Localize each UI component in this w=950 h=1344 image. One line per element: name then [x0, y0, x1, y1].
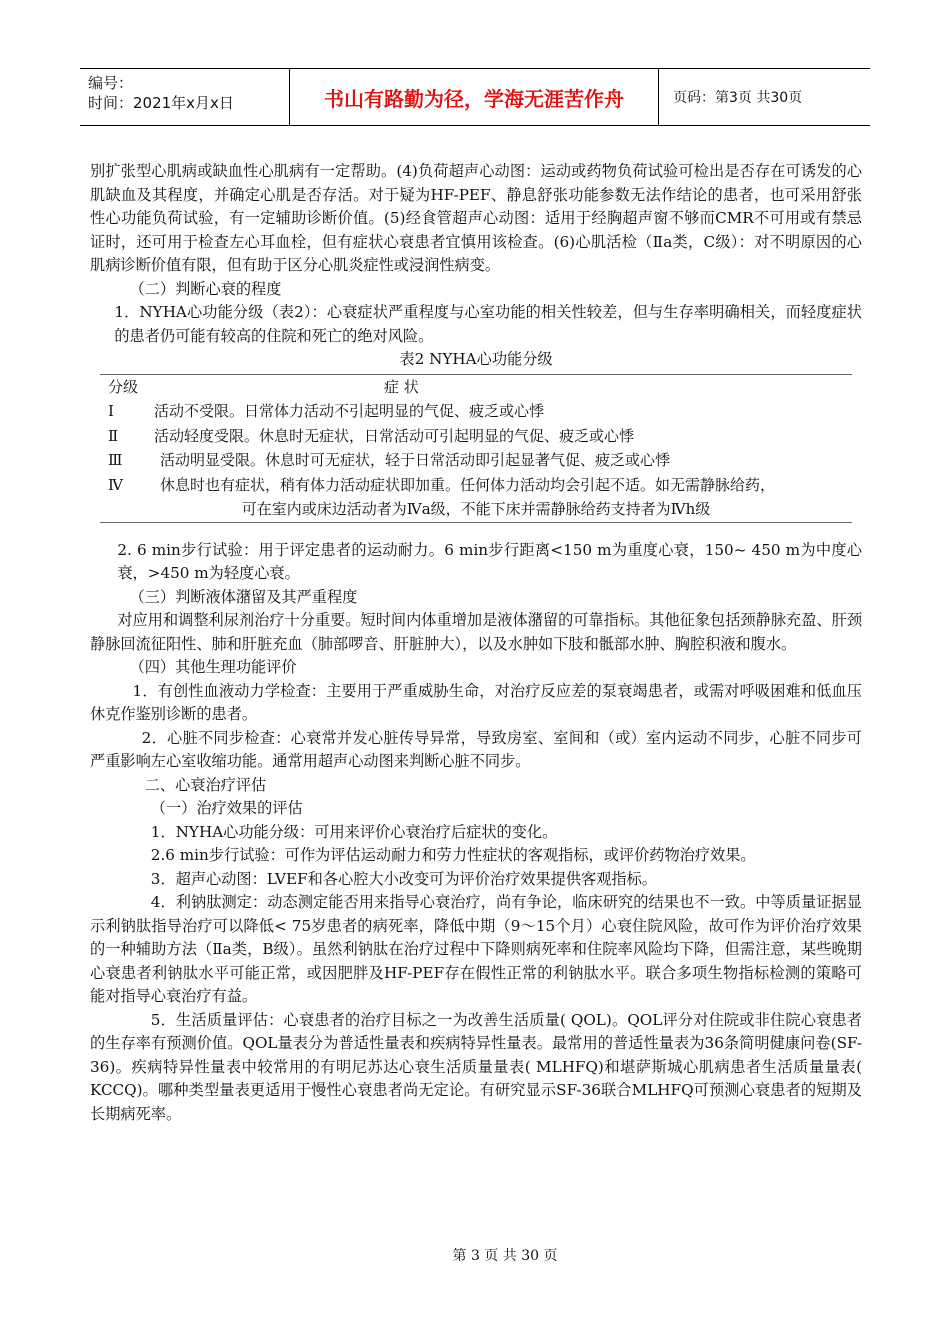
symptom-cell: 休息时也有症状，稍有体力活动症状即加重。任何体力活动均会引起不适。如无需静脉给药， — [160, 475, 776, 494]
paragraph: 2.6 min步行试验：可作为评估运动耐力和劳力性症状的客观指标，或评价药物治疗效果。 — [150, 846, 756, 864]
col-header-grade: 分级 — [100, 374, 154, 399]
section-heading: （三）判断液体潴留及其严重程度 — [129, 587, 358, 606]
table-row — [100, 473, 852, 498]
table-header-row — [100, 374, 852, 399]
header-page-info: 页码：第3页 共30页 — [673, 90, 803, 106]
grade-cell: Ⅲ — [108, 451, 123, 469]
paragraph: 1．有创性血液动力学检查：主要用于严重威胁生命，对治疗反应差的泵衰竭患者，或需对呼吸困难和低血压休克作鉴别诊断的患者。 — [90, 681, 862, 723]
section-heading: （二）判断心衰的程度 — [129, 279, 282, 298]
grade-cell: Ⅱ — [108, 426, 119, 445]
paragraph: 4．利钠肽测定：动态测定能否用来指导心衰治疗，尚有争论，临床研究的结果也不一致。中等质量证据显示利钠肽指导治疗可以降低< 75岁患者的病死率，降低中期（9～15个月）心衰住院风险，故可作为评价治疗效果的一种辅助方法（Ⅱa类，B级）。虽然利钠肽在治疗过程中下降则病死率和住院率风险均下降，但需注意，某些晚期心衰患者利钠肽水平可能正常，或因肥胖及HF-PEF存在假性正常的利钠肽水平。联合多项生物指标检测的策略可能对指导心衰治疗有益。 — [90, 893, 862, 1005]
paragraph: 别扩张型心肌病或缺血性心肌病有一定帮助。(4)负荷超声心动图：运动或药物负荷试验可检出是否存在可诱发的心肌缺血及其程度，并确定心肌是否存活。对于疑为HF-PEF、静息舒张功能参数无法作结论的患者，也可采用舒张性心功能负荷试验，有一定辅助诊断价值。(5)经食管超声心动图：适用于经胸超声窗不够而CMR不可用或有禁忌证时，还可用于检查左心耳血栓，但有症状心衰患者宜慎用该检查。(6)心肌活检（Ⅱa类，C级）：对不明原因的心肌病诊断价值有限，但有助于区分心肌炎症性或浸润性病变。 — [90, 162, 862, 274]
paragraph: 2. 6 min步行试验：用于评定患者的运动耐力。6 min步行距离<150 m为重度心衰，150~ 450 m为中度心衰，>450 m为轻度心衰。 — [117, 540, 862, 582]
paragraph: 1．NYHA心功能分级：可用来评价心衰治疗后症状的变化。 — [150, 822, 558, 841]
section-heading: （一）治疗效果的评估 — [150, 799, 303, 817]
table-row — [100, 399, 852, 424]
grade-cell: Ⅰ — [108, 402, 114, 420]
header-meta — [80, 69, 290, 125]
symptom-cell-continued: 可在室内或床边活动者为Ⅳa级，不能下床并需静脉给药支持者为Ⅳh级 — [100, 497, 852, 522]
document-body — [90, 160, 862, 1126]
table-row — [100, 497, 852, 522]
paragraph: 对应用和调整利尿剂治疗十分重要。短时间内体重增加是液体潴留的可靠指标。其他征象包括颈静脉充盈、肝颈静脉回流征阳性、肺和肝脏充血（肺部啰音、肝脏肿大），以及水肿如下肢和骶部水肿、胸腔积液和腹水。 — [90, 611, 862, 653]
paragraph: 5．生活质量评估：心衰患者的治疗目标之一为改善生活质量( QOL)。QOL评分对住院或非住院心衰患者的生存率有预测价值。QOL量表分为普适性量表和疾病特异性量表。最常用的普适性量表为36条简明健康问卷(SF-36)。疾病特异性量表中较常用的有明尼苏达心衰生活质量量表( MLHFQ)和堪萨斯城心肌病患者生活质量量表( KCCQ)。哪种类型量表更适用于慢性心衰患者尚无定论。有研究显示SF-36联合MLHFQ可预测心衰患者的短期及长期病死率。 — [90, 1010, 862, 1123]
page-header — [80, 68, 870, 126]
table-row — [100, 424, 852, 449]
section-heading: （四）其他生理功能评价 — [129, 658, 297, 676]
page-footer: 第 3 页 共 30 页 — [452, 1248, 558, 1264]
section-heading: 二、心衰治疗评估 — [144, 775, 267, 794]
grade-cell: Ⅳ — [108, 475, 123, 494]
paragraph: 3．超声心动图：LVEF和各心腔大小改变可为评价治疗效果提供客观指标。 — [150, 869, 657, 888]
table-row — [100, 448, 852, 473]
paragraph: 2．心脏不同步检查：心衰常并发心脏传导异常，导致房室、室间和（或）室内运动不同步，心脏不同步可严重影响左心室收缩功能。通常用超声心动图来判断心脏不同步。 — [90, 728, 862, 770]
time-label: 时间：2021年x月x日 — [88, 94, 234, 112]
col-header-symptom: 症 状 — [154, 374, 852, 399]
paragraph: 1．NYHA心功能分级（表2）：心衰症状严重程度与心室功能的相关性较差，但与生存率明确相关，而轻度症状的患者仍可能有较高的住院和死亡的绝对风险。 — [114, 303, 862, 345]
symptom-cell: 活动明显受限。休息时可无症状，轻于日常活动即引起显著气促、疲乏或心悸 — [160, 451, 671, 469]
header-motto: 书山有路勤为径，学海无涯苦作舟 — [290, 69, 659, 125]
nyha-table — [100, 374, 852, 523]
symptom-cell: 活动轻度受限。休息时无症状，日常活动可引起明显的气促、疲乏或心悸 — [154, 426, 635, 445]
number-label: 编号： — [88, 74, 134, 92]
table-caption: 表2 NYHA心功能分级 — [399, 350, 553, 368]
symptom-cell: 活动不受限。日常体力活动不引起明显的气促、疲乏或心悸 — [154, 402, 545, 420]
